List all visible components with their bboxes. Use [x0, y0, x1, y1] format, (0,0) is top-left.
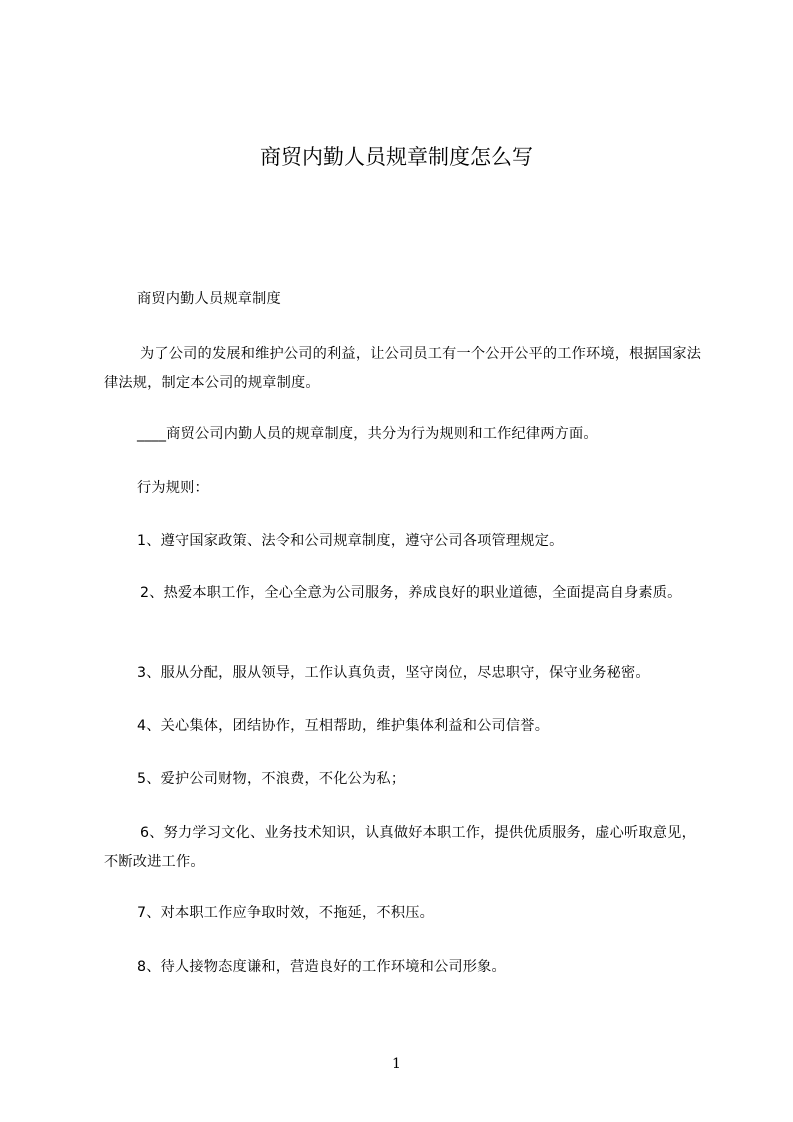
section-heading: 商贸内勤人员规章制度	[137, 291, 281, 307]
rule-item-1: 1、遵守国家政策、法令和公司规章制度，遵守公司各项管理规定。	[137, 533, 564, 549]
rules-heading: 行为规则：	[137, 480, 209, 496]
scope-paragraph: ____商贸公司内勤人员的规章制度，共分为行为规则和工作纪律两方面。	[137, 426, 598, 442]
rule-item-3: 3、服从分配，服从领导，工作认真负责，坚守岗位，尽忠职守，保守业务秘密。	[137, 665, 650, 681]
rule-item-4: 4、关心集体，团结协作，互相帮助，维护集体利益和公司信誉。	[137, 718, 550, 734]
document-title: 商贸内勤人员规章制度怎么写	[260, 145, 533, 169]
page-number: 1	[392, 1056, 401, 1072]
rule-item-8: 8、待人接物态度谦和，营造良好的工作环境和公司形象。	[137, 959, 506, 975]
intro-paragraph: 为了公司的发展和维护公司的利益，让公司员工有一个公开公平的工作环境，根据国家法律法规，制定本公司的规章制度。	[104, 346, 702, 391]
rule-item-6: 6、努力学习文化、业务技术知识，认真做好本职工作，提供优质服务，虚心听取意见，不断改进工作。	[104, 825, 696, 870]
rule-item-7: 7、对本职工作应争取时效，不拖延，不积压。	[137, 905, 434, 921]
rule-item-5: 5、爱护公司财物，不浪费，不化公为私；	[137, 771, 406, 787]
rule-item-2: 2、热爱本职工作，全心全意为公司服务，养成良好的职业道德，全面提高自身素质。	[140, 585, 682, 601]
